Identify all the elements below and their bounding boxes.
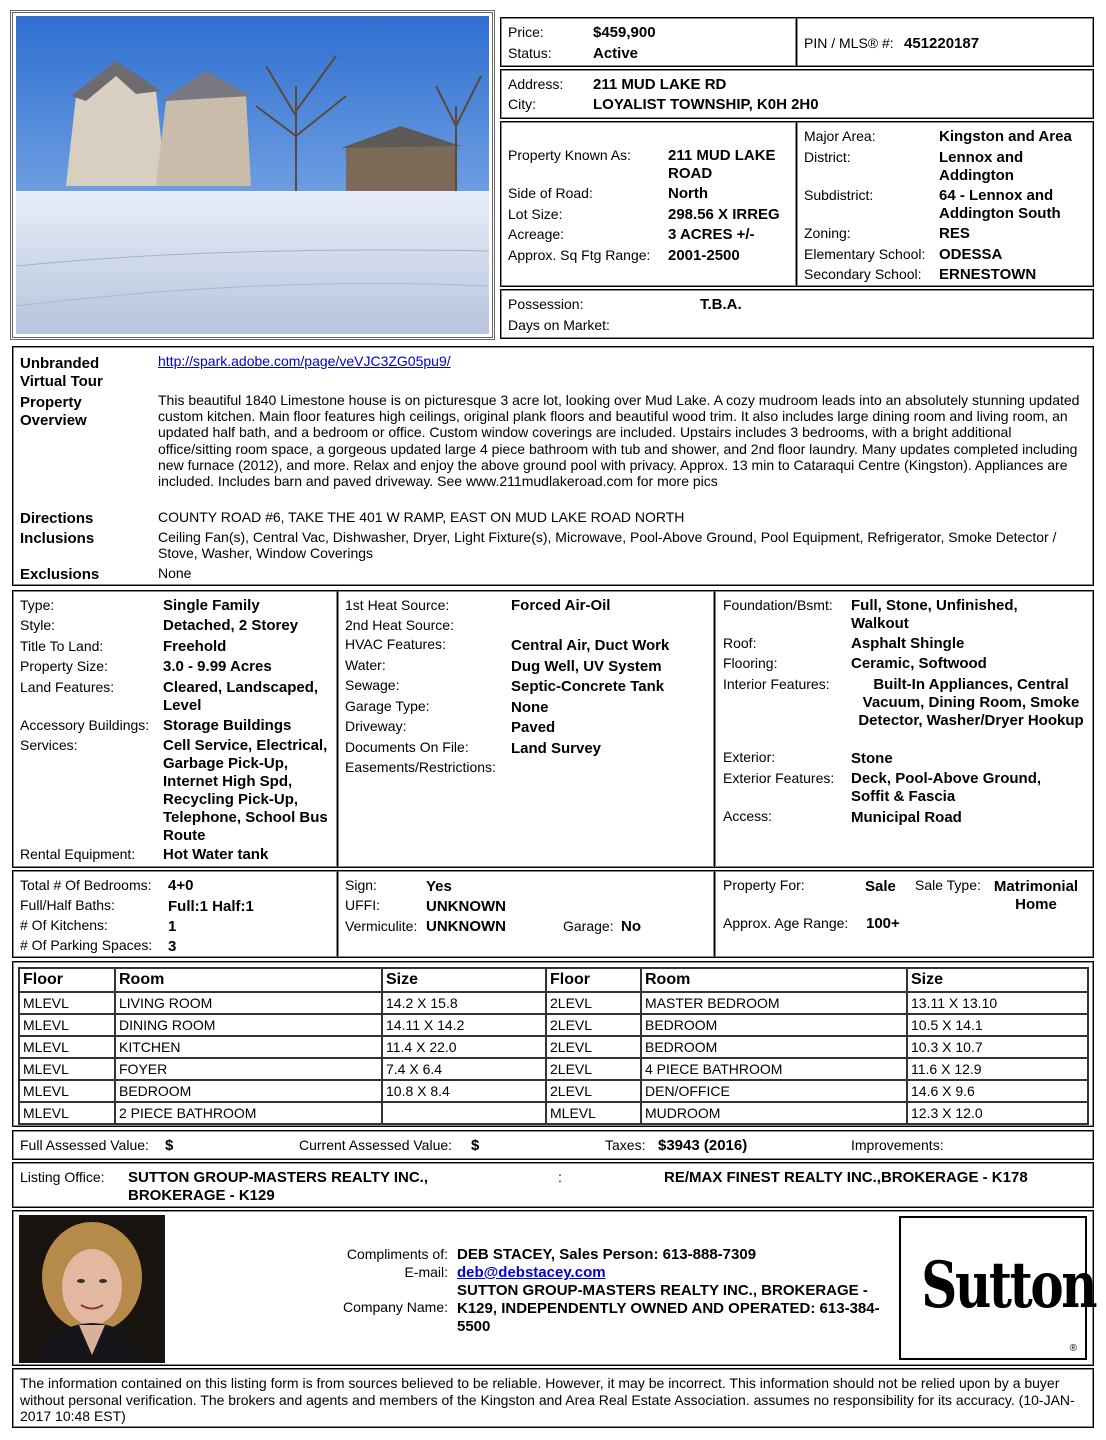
area-label-4: Elementary School:	[804, 246, 926, 262]
parking-label: # Of Parking Spaces:	[20, 937, 153, 953]
sale-type-value: Matrimonial Home	[993, 878, 1079, 913]
area-value-3: RES	[939, 225, 970, 242]
possession-value: T.B.A.	[700, 296, 742, 313]
disclaimer-box	[12, 1368, 1094, 1428]
room-cell: MLEVL	[19, 1102, 115, 1124]
current-assessed-value: $	[471, 1137, 480, 1154]
address-value: 211 MUD LAKE RD	[593, 76, 727, 93]
current-assessed-label: Current Assessed Value:	[299, 1137, 453, 1153]
room-cell: MUDROOM	[641, 1102, 907, 1124]
features-col-2	[337, 590, 715, 868]
area-label-2: Subdistrict:	[804, 187, 874, 203]
price-label: Price:	[508, 24, 544, 40]
col3-value: Deck, Pool-Above Ground, Soffit & Fascia	[851, 770, 1042, 805]
property-label-4: Approx. Sq Ftg Range:	[508, 247, 651, 263]
col2-label: Sewage:	[345, 677, 400, 693]
room-cell: BEDROOM	[115, 1080, 382, 1102]
directions-text: COUNTY ROAD #6, TAKE THE 401 W RAMP, EAST ON MUD LAKE ROAD NORTH	[158, 509, 685, 525]
taxes-label: Taxes:	[605, 1137, 646, 1153]
property-value-2: 298.56 X IRREG	[668, 206, 780, 223]
vermiculite-value: UNKNOWN	[426, 918, 506, 935]
room-cell: MLEVL	[19, 1058, 115, 1080]
col2-label: 1st Heat Source:	[345, 597, 450, 613]
col2-label: Water:	[345, 657, 386, 673]
room-cell: MLEVL	[19, 1014, 115, 1036]
col1-value: Hot Water tank	[163, 846, 269, 863]
uffi-value: UNKNOWN	[426, 898, 506, 915]
listing-office-label: Listing Office:	[20, 1169, 105, 1185]
col2-value: Land Survey	[511, 740, 602, 757]
area-value-1: Lennox and Addington	[939, 149, 1024, 184]
col2-value: Forced Air-Oil	[511, 597, 611, 614]
compliments-value: DEB STACEY, Sales Person: 613-888-7309	[457, 1246, 757, 1263]
features-col-1	[12, 590, 338, 868]
col2-label: 2nd Heat Source:	[345, 617, 454, 633]
sutton-logo	[899, 1216, 1096, 1360]
col1-value: Freehold	[163, 638, 227, 655]
rooms-header-row	[19, 968, 1088, 992]
col2-label: Documents On File:	[345, 739, 469, 755]
inclusions-label: Inclusions	[20, 530, 95, 547]
col1-label: Property Size:	[20, 658, 108, 674]
city-label: City:	[508, 96, 536, 112]
col1-value: Cell Service, Electrical, Garbage Pick-Up, Internet High Spd, Recycling Pick-Up, Telephone, School Bus Route	[163, 737, 328, 844]
room-cell: 10.3 X 10.7	[907, 1036, 1088, 1058]
price-status-box	[500, 17, 797, 67]
col3-label: Exterior Features:	[723, 770, 835, 786]
pin-box	[796, 17, 1094, 67]
header-size: Size	[907, 968, 1088, 992]
col2-label: HVAC Features:	[345, 636, 446, 652]
room-cell: 4 PIECE BATHROOM	[641, 1058, 907, 1080]
col2-value: Dug Well, UV System	[511, 658, 662, 675]
room-cell: 10.8 X 8.4	[382, 1080, 546, 1102]
property-value-4: 2001-2500	[668, 247, 740, 264]
header-room: Room	[641, 968, 907, 992]
price-value: $459,900	[593, 24, 656, 41]
room-cell	[382, 1102, 546, 1124]
col2-value: None	[511, 699, 549, 716]
col1-label: Style:	[20, 617, 56, 633]
improvements-label: Improvements:	[851, 1137, 944, 1153]
sign-value: Yes	[426, 878, 452, 895]
room-cell: DEN/OFFICE	[641, 1080, 907, 1102]
col2-value: Septic-Concrete Tank	[511, 678, 665, 695]
property-photo-frame	[10, 10, 495, 340]
area-box	[796, 121, 1094, 287]
registered-icon: ®	[1069, 1343, 1077, 1354]
kitchens-value: 1	[168, 918, 177, 935]
directions-label: Directions	[20, 510, 94, 527]
col3-value: Built-In Appliances, Central Vacuum, Dining Room, Smoke Detector, Washer/Dryer Hookup	[858, 676, 1084, 729]
col3-label: Flooring:	[723, 655, 778, 671]
col1-value: Single Family	[163, 597, 260, 614]
possession-box	[500, 289, 1094, 339]
property-for-label: Property For:	[723, 877, 805, 893]
header-room: Room	[115, 968, 382, 992]
bedrooms-label: Total # Of Bedrooms:	[20, 877, 152, 893]
co-listing-office-value: RE/MAX FINEST REALTY INC.,BROKERAGE - K178	[664, 1169, 1028, 1186]
bedrooms-value: 4+0	[168, 877, 194, 894]
counts-box-1	[12, 870, 338, 958]
room-cell: 14.2 X 15.8	[382, 992, 546, 1014]
room-cell: MLEVL	[546, 1102, 641, 1124]
assessment-box	[12, 1130, 1094, 1160]
room-cell: 7.4 X 6.4	[382, 1058, 546, 1080]
garage-label: Garage:	[563, 918, 614, 934]
col2-value: Paved	[511, 719, 556, 736]
room-cell: 11.6 X 12.9	[907, 1058, 1088, 1080]
area-value-2: 64 - Lennox and Addington South	[939, 187, 1061, 222]
exclusions-text: None	[158, 565, 192, 581]
header-floor: Floor	[19, 968, 115, 992]
room-cell: BEDROOM	[641, 1014, 907, 1036]
baths-value: Full:1 Half:1	[168, 898, 254, 915]
property-for-value: Sale	[865, 878, 896, 895]
pin-label: PIN / MLS® #:	[804, 35, 894, 51]
table-row	[19, 1036, 1088, 1058]
col2-label: Garage Type:	[345, 698, 430, 714]
room-cell: MASTER BEDROOM	[641, 992, 907, 1014]
area-label-3: Zoning:	[804, 225, 851, 241]
room-cell: 10.5 X 14.1	[907, 1014, 1088, 1036]
room-cell: MLEVL	[19, 1080, 115, 1102]
room-cell: 14.11 X 14.2	[382, 1014, 546, 1036]
virtual-tour-label: Unbranded Virtual Tour	[20, 355, 103, 390]
property-value-0: 211 MUD LAKE ROAD	[668, 147, 776, 182]
possession-label: Possession:	[508, 296, 584, 312]
col3-label: Roof:	[723, 635, 757, 651]
col2-value: Central Air, Duct Work	[511, 637, 670, 654]
parking-value: 3	[168, 938, 177, 955]
col3-value: Asphalt Shingle	[851, 635, 965, 652]
room-cell: 14.6 X 9.6	[907, 1080, 1088, 1102]
table-row	[19, 1058, 1088, 1080]
email-link[interactable]: deb@debstacey.com	[457, 1264, 606, 1281]
table-row	[19, 1014, 1088, 1036]
col1-value: Storage Buildings	[163, 717, 292, 734]
uffi-label: UFFI:	[345, 897, 380, 913]
compliments-label: Compliments of:	[346, 1246, 448, 1262]
col1-label: Title To Land:	[20, 638, 104, 654]
taxes-value: $3943 (2016)	[658, 1137, 748, 1154]
exclusions-label: Exclusions	[20, 566, 100, 583]
property-label-1: Side of Road:	[508, 185, 593, 201]
room-cell: 12.3 X 12.0	[907, 1102, 1088, 1124]
agent-photo	[19, 1215, 165, 1363]
col1-value: Detached, 2 Storey	[163, 617, 299, 634]
col3-value: Full, Stone, Unfinished, Walkout	[851, 597, 1018, 632]
listing-office-value: SUTTON GROUP-MASTERS REALTY INC., BROKERAGE - K129	[128, 1169, 429, 1204]
city-value: LOYALIST TOWNSHIP, K0H 2H0	[593, 96, 819, 113]
overview-text: This beautiful 1840 Limestone house is on picturesque 3 acre lot, looking over Mud Lake. A cozy mudroom leads into an absolutely stunning updated custom kitchen. Main floor features high ceilings, original plank floors and beautiful wood trim. It also includes large dining room and living room, an updated half bath, and a bedroom or office. Custom window coverings are included. Upstairs includes 3 bedrooms, with a bright additional office/sitting room space, a gorgeous updated large 4 piece bathroom with tub and shower, and 2nd floor laundry. Many updates completed including new furnace (2012), and more. Relax and enjoy the above ground pool with privacy. Approx. 13 min to Cataraqui Centre (Kingston). Appliances are included. Includes barn and paved driveway. See www.211mudlakeroad.com for more pics	[158, 392, 1080, 490]
virtual-tour-link[interactable]: http://spark.adobe.com/page/veVJC3ZG05pu9/	[158, 353, 451, 369]
kitchens-label: # Of Kitchens:	[20, 917, 108, 933]
address-box	[500, 69, 1094, 119]
col1-label: Type:	[20, 597, 55, 613]
col3-value: Municipal Road	[851, 809, 962, 826]
col1-label: Land Features:	[20, 679, 115, 695]
dom-label: Days on Market:	[508, 317, 610, 333]
room-cell: 2LEVL	[546, 992, 641, 1014]
room-cell: 2 PIECE BATHROOM	[115, 1102, 382, 1124]
age-value: 100+	[866, 915, 900, 932]
status-value: Active	[593, 45, 639, 62]
area-label-1: District:	[804, 149, 851, 165]
room-cell: LIVING ROOM	[115, 992, 382, 1014]
area-value-5: ERNESTOWN	[939, 266, 1037, 283]
room-cell: MLEVL	[19, 992, 115, 1014]
age-label: Approx. Age Range:	[723, 915, 849, 931]
room-cell: FOYER	[115, 1058, 382, 1080]
inclusions-text: Ceiling Fan(s), Central Vac, Dishwasher, Dryer, Light Fixture(s), Microwave, Pool-Above Ground, Pool Equipment, Refrigerator, Smoke Detector / Stove, Washer, Window Coverings	[158, 529, 1057, 561]
status-label: Status:	[508, 45, 552, 61]
room-cell: 13.11 X 13.10	[907, 992, 1088, 1014]
address-label: Address:	[508, 76, 564, 92]
pin-value: 451220187	[904, 35, 980, 52]
property-details-box	[500, 121, 797, 287]
vermiculite-label: Vermiculite:	[345, 918, 418, 934]
co-listing-separator: :	[558, 1169, 562, 1185]
area-label-5: Secondary School:	[804, 266, 922, 282]
col2-label: Driveway:	[345, 718, 407, 734]
room-cell: 2LEVL	[546, 1058, 641, 1080]
col1-value: Cleared, Landscaped, Level	[163, 679, 319, 714]
property-label-0: Property Known As:	[508, 147, 631, 163]
email-label: E-mail:	[404, 1264, 448, 1280]
col1-label: Services:	[20, 737, 78, 753]
property-photo	[16, 16, 489, 334]
property-value-3: 3 ACRES +/-	[668, 226, 755, 243]
col2-label: Easements/Restrictions:	[345, 759, 496, 775]
col1-label: Rental Equipment:	[20, 846, 136, 862]
col1-value: 3.0 - 9.99 Acres	[163, 658, 272, 675]
header-size: Size	[382, 968, 546, 992]
area-value-4: ODESSA	[939, 246, 1003, 263]
garage-value: No	[621, 918, 641, 935]
col3-value: Stone	[851, 750, 893, 767]
room-cell: MLEVL	[19, 1036, 115, 1058]
company-label: Company Name:	[342, 1299, 448, 1315]
room-cell: 11.4 X 22.0	[382, 1036, 546, 1058]
col3-value: Ceramic, Softwood	[851, 655, 987, 672]
col3-label: Foundation/Bsmt:	[723, 597, 833, 613]
room-cell: KITCHEN	[115, 1036, 382, 1058]
col3-label: Exterior:	[723, 749, 776, 765]
rooms-table	[18, 967, 1089, 1125]
full-assessed-value: $	[165, 1137, 174, 1154]
features-col-3	[714, 590, 1094, 868]
property-label-2: Lot Size:	[508, 206, 563, 222]
area-label-0: Major Area:	[804, 128, 876, 144]
disclaimer-text: The information contained on this listing form is from sources believed to be reliable. However, it may be incorrect. This information should not be relied upon by a buyer without personal verification. The brokers and agents and members of the Kingston and Area Real Estate Association. assumes no responsibility for its accuracy. (10-JAN-2017 10:48 EST)	[20, 1375, 1075, 1424]
counts-box-3	[714, 870, 1094, 958]
room-cell: BEDROOM	[641, 1036, 907, 1058]
table-row	[19, 1080, 1088, 1102]
header-floor: Floor	[546, 968, 641, 992]
sale-type-label: Sale Type:	[915, 877, 981, 893]
remarks-box	[12, 346, 1094, 586]
area-value-0: Kingston and Area	[939, 128, 1072, 145]
overview-label: Property Overview	[20, 394, 87, 429]
counts-box-2	[337, 870, 715, 958]
table-row	[19, 1102, 1088, 1124]
property-value-1: North	[668, 185, 708, 202]
listing-office-box	[12, 1162, 1094, 1208]
sutton-logo-text: Sutton	[921, 1248, 1096, 1323]
room-cell: 2LEVL	[546, 1014, 641, 1036]
baths-label: Full/Half Baths:	[20, 897, 115, 913]
room-cell: DINING ROOM	[115, 1014, 382, 1036]
full-assessed-label: Full Assessed Value:	[20, 1137, 149, 1153]
col3-label: Access:	[723, 808, 773, 824]
property-label-3: Acreage:	[508, 226, 565, 242]
room-cell: 2LEVL	[546, 1036, 641, 1058]
col3-label: Interior Features:	[723, 676, 830, 692]
company-value: SUTTON GROUP-MASTERS REALTY INC., BROKERAGE - K129, INDEPENDENTLY OWNED AND OPERATED: 613-384-5500	[457, 1282, 880, 1335]
col1-label: Accessory Buildings:	[20, 717, 150, 733]
sign-label: Sign:	[345, 877, 377, 893]
room-cell: 2LEVL	[546, 1080, 641, 1102]
table-row	[19, 992, 1088, 1014]
agent-box	[12, 1210, 1094, 1366]
